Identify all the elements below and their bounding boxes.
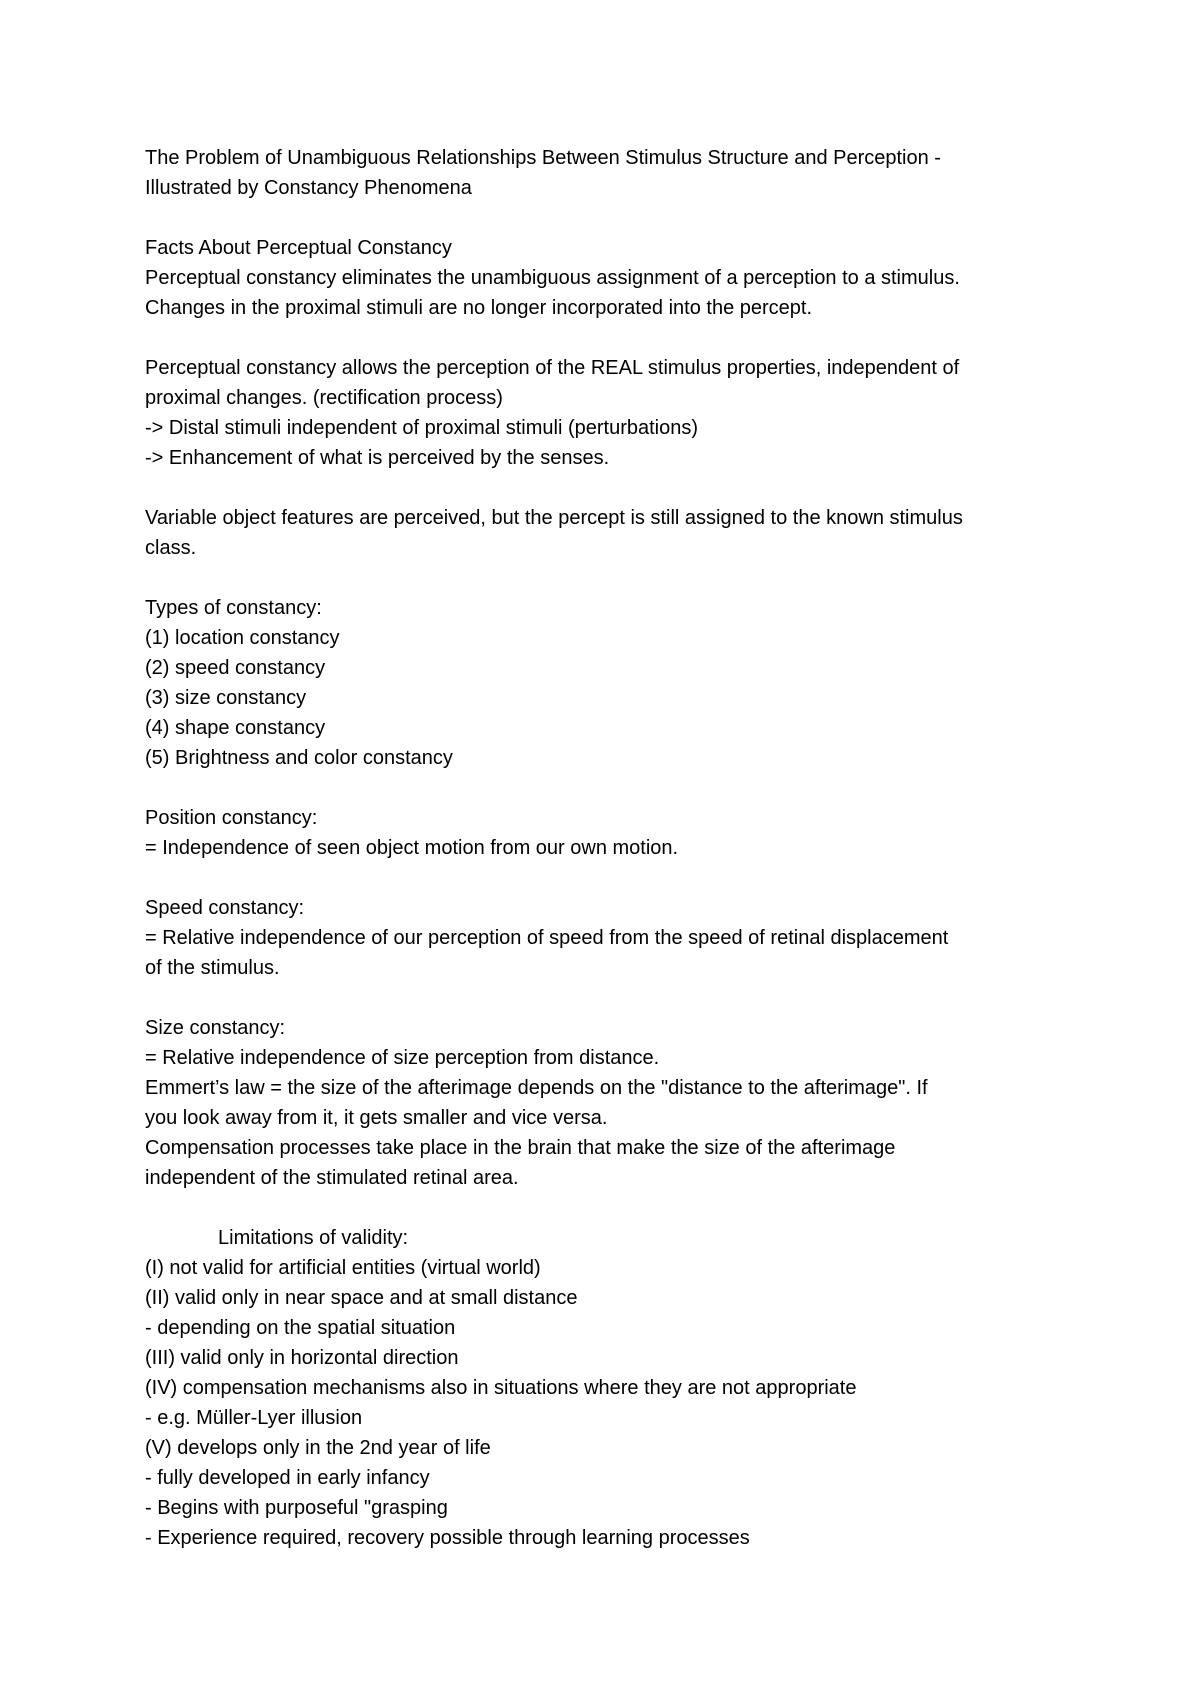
text-line: = Independence of seen object motion from our own motion.: [145, 837, 679, 859]
list-item: (1) location constancy: [145, 627, 340, 649]
list-item: - Begins with purposeful "grasping: [145, 1497, 448, 1519]
blank-line: [145, 983, 1095, 1013]
section-heading-speed: Speed constancy:: [145, 897, 304, 919]
text-line: -> Enhancement of what is perceived by the senses.: [145, 447, 610, 469]
list-item: (4) shape constancy: [145, 717, 326, 739]
blank-line: [145, 863, 1095, 893]
blank-line: [145, 773, 1095, 803]
blank-line: [145, 563, 1095, 593]
section-heading-limitations: Limitations of validity:: [218, 1227, 409, 1249]
document-title-line-1: The Problem of Unambiguous Relationships Between Stimulus Structure and Perception -: [145, 147, 941, 169]
list-item: (II) valid only in near space and at small distance: [145, 1287, 578, 1309]
section-heading-facts: Facts About Perceptual Constancy: [145, 237, 452, 259]
list-item: - fully developed in early infancy: [145, 1467, 430, 1489]
text-line: Perceptual constancy eliminates the unambiguous assignment of a perception to a stimulus.: [145, 267, 960, 289]
list-item: (2) speed constancy: [145, 657, 326, 679]
text-line: Variable object features are perceived, but the percept is still assigned to the known stimulus: [145, 507, 963, 529]
document-title-line-2: Illustrated by Constancy Phenomena: [145, 177, 472, 199]
list-item: - e.g. Müller-Lyer illusion: [145, 1407, 363, 1429]
section-heading-types: Types of constancy:: [145, 597, 322, 619]
list-item: (IV) compensation mechanisms also in situations where they are not appropriate: [145, 1377, 857, 1399]
text-line: = Relative independence of size perception from distance.: [145, 1047, 660, 1069]
text-line: class.: [145, 537, 197, 559]
list-item: - depending on the spatial situation: [145, 1317, 456, 1339]
list-item: (III) valid only in horizontal direction: [145, 1347, 459, 1369]
list-item: (V) develops only in the 2nd year of life: [145, 1437, 491, 1459]
text-line: you look away from it, it gets smaller and vice versa.: [145, 1107, 608, 1129]
section-heading-size: Size constancy:: [145, 1017, 286, 1039]
text-line: = Relative independence of our perception of speed from the speed of retinal displacement: [145, 927, 949, 949]
text-line: Perceptual constancy allows the perception of the REAL stimulus properties, independent of: [145, 357, 960, 379]
list-item: (3) size constancy: [145, 687, 307, 709]
text-line: proximal changes. (rectification process): [145, 387, 503, 409]
text-line: -> Distal stimuli independent of proximal stimuli (perturbations): [145, 417, 699, 439]
text-line: independent of the stimulated retinal area.: [145, 1167, 519, 1189]
list-item: (I) not valid for artificial entities (virtual world): [145, 1257, 541, 1279]
list-item: (5) Brightness and color constancy: [145, 747, 453, 769]
blank-line: [145, 1193, 1095, 1223]
blank-line: [145, 323, 1095, 353]
document-body: [145, 143, 1095, 1553]
text-line: Compensation processes take place in the brain that make the size of the afterimage: [145, 1137, 896, 1159]
text-line: Emmert’s law = the size of the afterimage depends on the "distance to the afterimage". If: [145, 1077, 928, 1099]
text-line: Changes in the proximal stimuli are no longer incorporated into the percept.: [145, 297, 813, 319]
text-line: of the stimulus.: [145, 957, 280, 979]
section-heading-position: Position constancy:: [145, 807, 318, 829]
list-item: - Experience required, recovery possible through learning processes: [145, 1527, 750, 1549]
blank-line: [145, 473, 1095, 503]
blank-line: [145, 203, 1095, 233]
